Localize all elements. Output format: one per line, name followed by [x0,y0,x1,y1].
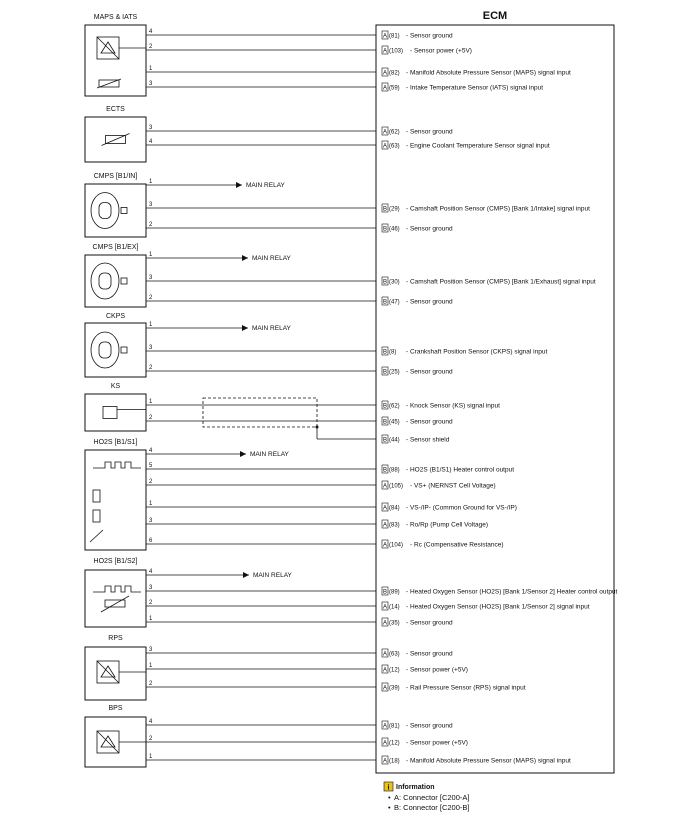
pin-number: (81) [389,723,400,730]
pin-description: - Sensor ground [406,298,453,306]
wire-number: 3 [149,518,153,524]
wire-number: 1 [149,179,153,185]
pin-connector: A [382,542,388,549]
component-label: HO2S [B1/S1] [93,439,138,446]
wire-number: 4 [149,719,153,725]
pin-number: (83) [389,522,400,529]
pin-description: - Sensor ground [406,128,453,136]
ecm-pin [382,602,590,610]
shield-box [203,398,317,427]
pin-number: (59) [389,85,400,92]
main-relay-label: MAIN RELAY [250,451,289,458]
wire-number: 2 [149,44,153,50]
wire-number: 2 [149,736,153,742]
pin-number: (62) [389,403,400,410]
pin-connector: B [382,349,388,356]
pin-description: - Intake Temperature Sensor (IATS) signal input [406,84,544,92]
pin-connector: B [382,467,388,474]
ecm-pin [382,68,571,76]
pin-number: (18) [389,758,400,765]
ecm-title: ECM [482,10,508,22]
pin-number: (105) [389,483,404,490]
pin-description: - Sensor ground [406,418,453,426]
relay-arrow [240,451,246,457]
pin-connector: B [382,369,388,376]
pin-number: (30) [389,279,400,286]
pin-description: - Camshaft Position Sensor (CMPS) [Bank 1/Exhaust] signal input [406,278,596,286]
component-ects [85,106,146,162]
pin-connector: B [382,419,388,426]
wire-number: 3 [149,81,153,87]
component-box [85,570,146,627]
pin-connector: A [382,723,388,730]
pin-number: (47) [389,299,400,306]
pin-connector: A [382,85,388,92]
pin-number: (103) [389,48,404,55]
pin-connector: B [382,437,388,444]
main-relay-label: MAIN RELAY [252,325,291,332]
wire-number: 2 [149,600,153,606]
pin-connector: A [382,522,388,529]
pin-connector: B [382,279,388,286]
component-ho2s-b1-s1 [85,439,146,550]
ecm-pin [382,277,596,285]
wire-number: 2 [149,415,153,421]
main-relay-label: MAIN RELAY [252,255,291,262]
info-bullet-2: • [388,803,391,812]
wire-number: 2 [149,479,153,485]
component-label: MAPS & IATS [93,14,138,21]
pin-number: (12) [389,740,400,747]
wire-number: 2 [149,295,153,301]
pin-number: (88) [389,467,400,474]
pin-description: - Sensor ground [406,225,453,233]
wire-number: 3 [149,585,153,591]
pin-description: - HO2S (B1/S1) Heater control output [406,466,515,474]
main-relay-label: MAIN RELAY [253,572,292,579]
component-ckps [85,313,146,377]
wire-number: 1 [149,501,153,507]
pin-description: - Sensor ground [406,722,453,730]
component-ho2s-b1-s2 [85,558,146,627]
component-label: BPS [108,705,123,712]
pin-description: - Ro/Rp (Pump Cell Voltage) [406,521,489,529]
pin-connector: A [382,48,388,55]
wire-number: 1 [149,322,153,328]
wire-number: 2 [149,365,153,371]
pin-description: - Sensor ground [406,32,453,40]
pin-number: (29) [389,206,400,213]
wire-number: 4 [149,29,153,35]
component-maps-iats [85,14,146,96]
pin-description: - VS-/IP- (Common Ground for VS-/IP) [406,504,517,512]
component-label: CMPS [B1/IN] [93,173,138,180]
pin-number: (82) [389,70,400,77]
pin-connector: A [382,505,388,512]
wire-number: 1 [149,754,153,760]
main-relay-label: MAIN RELAY [246,182,285,189]
pin-description: - Manifold Absolute Pressure Sensor (MAPS) signal input [406,757,571,765]
pin-description: - Rc (Compensative Resistance) [410,541,504,549]
component-label: CKPS [105,313,126,320]
component-box [85,25,146,96]
wire-number: 5 [149,463,153,469]
pin-description: - Sensor ground [406,368,453,376]
relay-arrow [242,255,248,261]
relay-arrow [242,325,248,331]
component-label: CMPS [B1/EX] [92,244,139,251]
pin-description: - VS+ (NERNST Cell Voltage) [410,482,496,490]
ecm-box [376,25,614,773]
info-icon-glyph: i [387,784,390,792]
pin-number: (81) [389,33,400,40]
pin-connector: A [382,129,388,136]
component-cmps-b1-ex [85,244,146,307]
wire-number: 6 [149,538,153,544]
pin-connector: A [382,685,388,692]
pin-description: - Sensor shield [406,436,450,444]
pin-connector: B [382,206,388,213]
pin-description: - Rail Pressure Sensor (RPS) signal input [406,684,526,692]
pin-number: (14) [389,604,400,611]
pin-number: (62) [389,129,400,136]
wire-number: 4 [149,139,153,145]
pin-connector: A [382,667,388,674]
wire-number: 3 [149,125,153,131]
pin-number: (44) [389,437,400,444]
pin-description: - Heated Oxygen Sensor (HO2S) [Bank 1/Sensor 2] Heater control output [406,588,618,596]
component-ks [85,383,146,431]
pin-number: (104) [389,542,404,549]
wire-number: 3 [149,647,153,653]
pin-number: (12) [389,667,400,674]
pin-connector: A [382,70,388,77]
pin-number: (63) [389,143,400,150]
pin-description: - Sensor power (+5V) [410,47,472,55]
component-box [85,184,146,237]
pin-connector: A [382,758,388,765]
pin-connector: A [382,651,388,658]
wire-number: 1 [149,663,153,669]
pin-description: - Crankshaft Position Sensor (CKPS) signal input [406,348,548,356]
pin-connector: B [382,589,388,596]
pin-connector: A [382,33,388,40]
pin-description: - Sensor ground [406,650,453,658]
ecm-pin [382,204,590,212]
component-bps [85,705,146,767]
info-bullet-1: • [388,793,391,802]
wire-number: 4 [149,448,153,454]
relay-arrow [243,572,249,578]
pin-connector: B [382,299,388,306]
pin-connector: A [382,604,388,611]
pin-description: - Sensor ground [406,619,453,627]
relay-arrow [236,182,242,188]
pin-connector: B [382,403,388,410]
info-block [384,782,469,812]
pin-description: - Sensor power (+5V) [406,739,468,747]
pin-number: (8) [389,349,397,356]
pin-number: (45) [389,419,400,426]
pin-number: (46) [389,226,400,233]
pin-connector: A [382,740,388,747]
component-box [85,323,146,377]
component-label: RPS [108,635,123,642]
component-box [85,450,146,550]
info-item-2: B: Connector [C200-B] [394,803,470,812]
pin-description: - Engine Coolant Temperature Sensor signal input [406,142,550,150]
pin-description: - Heated Oxygen Sensor (HO2S) [Bank 1/Sensor 2] signal input [406,603,590,611]
pin-number: (89) [389,589,400,596]
component-label: ECTS [106,106,125,113]
pin-description: - Manifold Absolute Pressure Sensor (MAPS) signal input [406,69,571,77]
pin-number: (39) [389,685,400,692]
pin-connector: B [382,226,388,233]
ecm-pin [382,141,550,149]
ecm-pin [382,756,571,764]
shield-junction [316,426,319,429]
info-item-1: A: Connector [C200-A] [394,793,470,802]
pin-connector: A [382,620,388,627]
pin-number: (84) [389,505,400,512]
wire-number: 3 [149,202,153,208]
wire-number: 2 [149,681,153,687]
ecm-pin [382,587,618,595]
component-label: HO2S [B1/S2] [93,558,138,565]
wire-number: 3 [149,345,153,351]
pin-connector: A [382,483,388,490]
pin-description: - Sensor power (+5V) [406,666,468,674]
pin-number: (25) [389,369,400,376]
wire-number: 1 [149,616,153,622]
pin-connector: A [382,143,388,150]
component-box [85,647,146,700]
wire-number: 2 [149,222,153,228]
pin-description: - Knock Sensor (KS) signal input [406,402,500,410]
wire-number: 1 [149,252,153,258]
wire-number: 4 [149,569,153,575]
wire-number: 1 [149,66,153,72]
ecm-pin [382,83,543,91]
ecm-pin [382,347,547,355]
component-rps [85,635,146,700]
info-title: Information [396,784,435,791]
wire-number: 1 [149,399,153,405]
component-box [85,255,146,307]
pin-number: (35) [389,620,400,627]
component-cmps-b1-in [85,173,146,237]
pin-number: (63) [389,651,400,658]
wire-number: 3 [149,275,153,281]
component-label: KS [110,383,121,390]
pin-description: - Camshaft Position Sensor (CMPS) [Bank 1/Intake] signal input [406,205,590,213]
component-box [85,394,146,431]
